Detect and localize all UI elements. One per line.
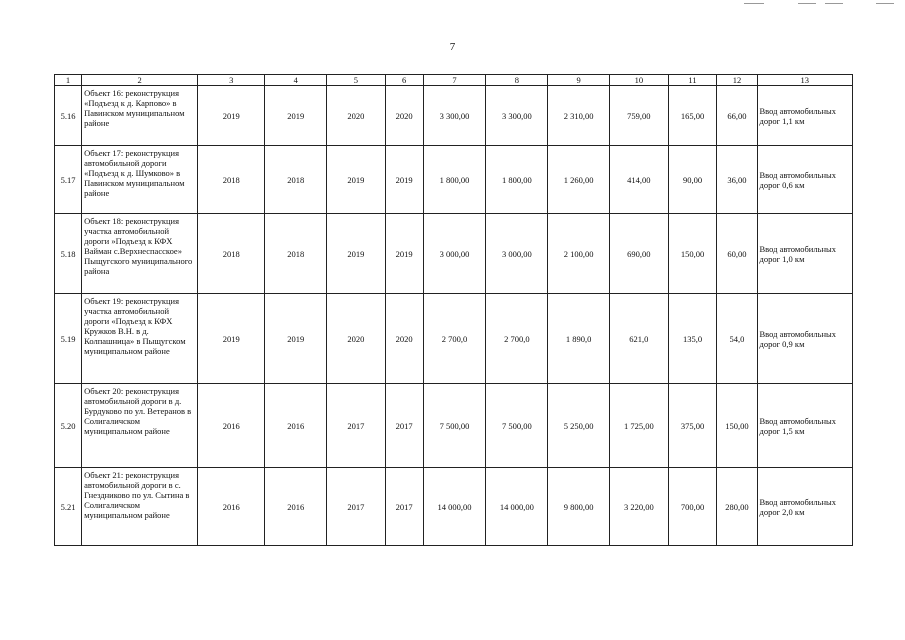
object-description: Объект 21: реконструкция автомобильной дороги в с. Гнездниково по ул. Сытина в Солигаличском муниципальном районе: [82, 468, 198, 546]
table-row: [55, 86, 853, 146]
cell-col11: 150,00: [668, 214, 717, 294]
cell-col6: 2017: [385, 384, 423, 468]
cell-col8: 1 800,00: [486, 146, 548, 214]
cell-col9: 9 800,00: [548, 468, 610, 546]
cell-col10: 1 725,00: [610, 384, 669, 468]
cell-col6: 2017: [385, 468, 423, 546]
expected-result: Ввод автомобильных дорог 1,0 км: [757, 214, 853, 294]
cell-col12: 150,00: [717, 384, 757, 468]
cell-col4: 2016: [265, 468, 327, 546]
cell-col7: 3 000,00: [423, 214, 486, 294]
row-number: 5.19: [55, 294, 82, 384]
object-description: Объект 17: реконструкция автомобильной дороги «Подъезд к д. Шумково» в Павинском муниципальном районе: [82, 146, 198, 214]
header-cell: 13: [757, 75, 853, 86]
table-row: [55, 384, 853, 468]
table-row: [55, 146, 853, 214]
cell-col4: 2019: [265, 86, 327, 146]
header-cell: 4: [265, 75, 327, 86]
cell-col5: 2019: [327, 214, 386, 294]
cell-col5: 2019: [327, 146, 386, 214]
header-cell: 3: [198, 75, 265, 86]
object-description: Объект 18: реконструкция участка автомобильной дороги »Подъезд к КФХ Вайман с.Верхнеспасское» Пыщугского муниципального района: [82, 214, 198, 294]
cell-col5: 2020: [327, 86, 386, 146]
cell-col11: 90,00: [668, 146, 717, 214]
header-cell: 7: [423, 75, 486, 86]
cell-col11: 165,00: [668, 86, 717, 146]
cell-col7: 7 500,00: [423, 384, 486, 468]
cell-col8: 7 500,00: [486, 384, 548, 468]
header-cell: 2: [82, 75, 198, 86]
cell-col5: 2017: [327, 468, 386, 546]
header-cell: 8: [486, 75, 548, 86]
cell-col9: 5 250,00: [548, 384, 610, 468]
row-number: 5.20: [55, 384, 82, 468]
header-cell: 10: [610, 75, 669, 86]
cell-col4: 2018: [265, 214, 327, 294]
object-description: Объект 16: реконструкция «Подъезд к д. Карпово» в Павинском муниципальном районе: [82, 86, 198, 146]
cell-col8: 14 000,00: [486, 468, 548, 546]
header-cell: 5: [327, 75, 386, 86]
cell-col8: 3 300,00: [486, 86, 548, 146]
cell-col3: 2019: [198, 294, 265, 384]
cell-col10: 759,00: [610, 86, 669, 146]
cell-col12: 54,0: [717, 294, 757, 384]
object-description: Объект 19: реконструкция участка автомобильной дороги «Подъезд к КФХ Кружков В.Н. в д. Колпашница» в Пыщугском муниципальном районе: [82, 294, 198, 384]
scan-top-marks: [0, 0, 905, 8]
expected-result: Ввод автомобильных дорог 1,1 км: [757, 86, 853, 146]
cell-col3: 2016: [198, 468, 265, 546]
cell-col3: 2019: [198, 86, 265, 146]
cell-col5: 2017: [327, 384, 386, 468]
cell-col3: 2018: [198, 146, 265, 214]
expected-result: Ввод автомобильных дорог 2,0 км: [757, 468, 853, 546]
cell-col9: 2 100,00: [548, 214, 610, 294]
expected-result: Ввод автомобильных дорог 1,5 км: [757, 384, 853, 468]
cell-col12: 280,00: [717, 468, 757, 546]
expected-result: Ввод автомобильных дорог 0,9 км: [757, 294, 853, 384]
table-row: [55, 214, 853, 294]
cell-col11: 135,0: [668, 294, 717, 384]
row-number: 5.18: [55, 214, 82, 294]
cell-col7: 1 800,00: [423, 146, 486, 214]
cell-col10: 3 220,00: [610, 468, 669, 546]
cell-col10: 621,0: [610, 294, 669, 384]
expected-result: Ввод автомобильных дорог 0,6 км: [757, 146, 853, 214]
cell-col10: 414,00: [610, 146, 669, 214]
cell-col9: 1 890,0: [548, 294, 610, 384]
cell-col3: 2018: [198, 214, 265, 294]
object-description: Объект 20: реконструкция автомобильной дороги в д. Бурдуково по ул. Ветеранов в Солигаличском муниципальном районе: [82, 384, 198, 468]
cell-col8: 3 000,00: [486, 214, 548, 294]
cell-col8: 2 700,0: [486, 294, 548, 384]
cell-col9: 1 260,00: [548, 146, 610, 214]
cell-col12: 36,00: [717, 146, 757, 214]
cell-col5: 2020: [327, 294, 386, 384]
header-cell: 11: [668, 75, 717, 86]
cell-col6: 2019: [385, 146, 423, 214]
page-number: 7: [449, 41, 456, 53]
cell-col6: 2020: [385, 294, 423, 384]
cell-col12: 60,00: [717, 214, 757, 294]
row-number: 5.16: [55, 86, 82, 146]
cell-col7: 2 700,0: [423, 294, 486, 384]
cell-col7: 14 000,00: [423, 468, 486, 546]
header-cell: 1: [55, 75, 82, 86]
cell-col10: 690,00: [610, 214, 669, 294]
cell-col7: 3 300,00: [423, 86, 486, 146]
program-objects-table: [54, 74, 853, 546]
header-cell: 6: [385, 75, 423, 86]
cell-col11: 700,00: [668, 468, 717, 546]
row-number: 5.21: [55, 468, 82, 546]
cell-col4: 2016: [265, 384, 327, 468]
header-row: [55, 75, 853, 86]
row-number: 5.17: [55, 146, 82, 214]
cell-col9: 2 310,00: [548, 86, 610, 146]
cell-col3: 2016: [198, 384, 265, 468]
cell-col12: 66,00: [717, 86, 757, 146]
cell-col6: 2020: [385, 86, 423, 146]
cell-col11: 375,00: [668, 384, 717, 468]
table-row: [55, 468, 853, 546]
cell-col6: 2019: [385, 214, 423, 294]
header-cell: 12: [717, 75, 757, 86]
cell-col4: 2018: [265, 146, 327, 214]
table-row: [55, 294, 853, 384]
header-cell: 9: [548, 75, 610, 86]
cell-col4: 2019: [265, 294, 327, 384]
